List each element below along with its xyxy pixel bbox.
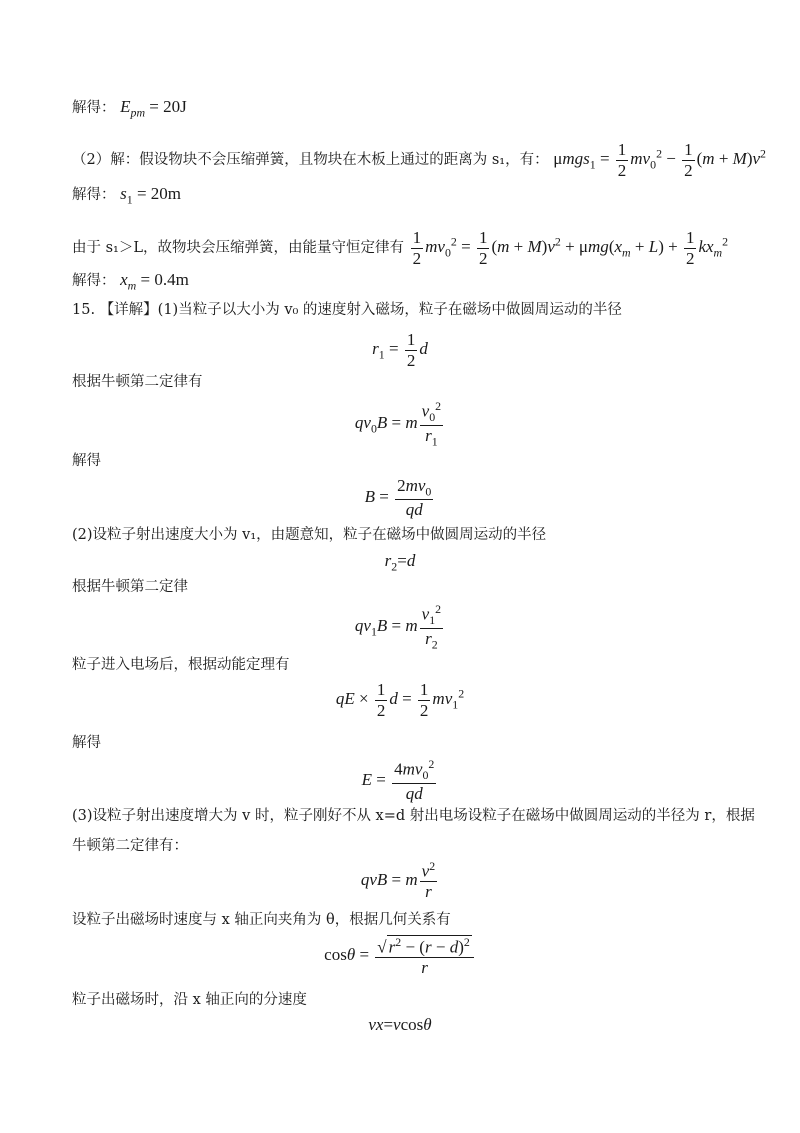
- equation-s1: $s_1 = 20m$: [120, 184, 181, 207]
- part3-text: (3)设粒子射出速度增大为 v 时，粒子刚好不从 x=d 射出电场设粒子在磁场中做圆周运动的半径为 r，根据: [72, 808, 755, 824]
- part3-text-cont: 牛顿第二定律有：: [72, 838, 188, 854]
- kinetic-theorem-text: 粒子进入电场后，根据动能定理有: [72, 657, 290, 673]
- equation-energy-conservation: $\frac{1}{2}$ $mv_0^2$ = $\frac{1}{2}$ $(m + M)v^2 + \mu mg(x_m + L)$ + $\frac{1}{2}$ $kx_m^2$: [412, 228, 729, 268]
- newton-law-text-1: 根据牛顿第二定律有: [72, 374, 203, 390]
- q15-heading: 15. 【详解】(1)当粒子以大小为 v₀ 的速度射入磁场，粒子在磁场中做圆周运动的半径: [72, 302, 622, 318]
- equation-vx: vx=vcosθ: [368, 1015, 432, 1034]
- result-label: 解得：: [72, 100, 116, 116]
- assumption-text: （2）解：假设物块不会压缩弹簧，且物块在木板上通过的距离为 s₁，有：: [72, 151, 549, 168]
- equation-kinetic-energy: qE × $\frac{1}{2}$ d = $\frac{1}{2}$ $mv_1^2$: [335, 680, 465, 720]
- equation-E: E = $\frac{4mv_0^2}{qd}$: [361, 757, 435, 803]
- velocity-component-text: 粒子出磁场时，沿 x 轴正向的分速度: [72, 992, 307, 1008]
- energy-conservation-line: [72, 228, 728, 268]
- equation-friction-energy: μmgs$_1$ = $\frac{1}{2}$ $mv_0^2$ − $\frac{1}{2}$ $(m + M)v^2$: [553, 140, 766, 180]
- equation-r1: $r_1$ = $\frac{1}{2}$ d: [372, 330, 428, 370]
- equation-xm: $x_m = 0.4m$: [120, 270, 189, 293]
- part2-text: (2)设粒子射出速度大小为 v₁，由题意知，粒子在磁场中做圆周运动的半径: [72, 527, 547, 543]
- angle-text: 设粒子出磁场时速度与 x 轴正向夹角为 θ，根据几何关系有: [72, 912, 451, 928]
- solve-text-2: 解得: [72, 735, 101, 751]
- energy-conservation-text: 由于 s₁＞L，故物块会压缩弹簧，由能量守恒定律有: [72, 239, 404, 256]
- assumption-line: [72, 140, 766, 180]
- result-label: 解得：: [72, 273, 116, 289]
- equation-lorentz-1: $qv_0B = m$ $\frac{v_0^2}{r_1}$: [354, 399, 442, 449]
- equation-lorentz-3: qvB = m $\frac{v^2}{r}$: [360, 859, 436, 902]
- equation-epm: $E_{pm} = 20J$: [120, 97, 187, 120]
- equation-r2: $r_2=d$: [384, 551, 416, 574]
- result-label: 解得：: [72, 187, 116, 203]
- equation-lorentz-2: $qv_1B = m$ $\frac{v_1^2}{r_2}$: [354, 602, 442, 652]
- result-s1: [72, 184, 181, 209]
- equation-cos-theta: cosθ = $\frac{√ r^2 - (r - d)^2}{r}$: [0, 935, 800, 978]
- newton-law-text-2: 根据牛顿第二定律: [72, 579, 188, 595]
- equation-B: B = $\frac{2mv_0}{qd}$: [364, 476, 432, 520]
- result-xm: [72, 270, 189, 295]
- solve-text-1: 解得: [72, 453, 101, 469]
- result-energy: [72, 97, 187, 122]
